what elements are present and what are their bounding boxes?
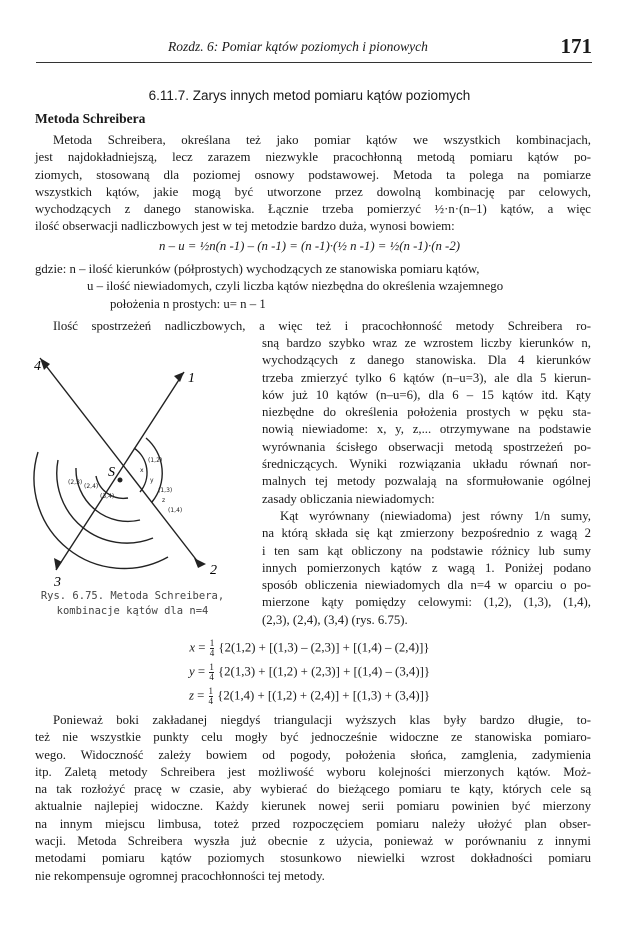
paragraph-1 [35, 132, 591, 236]
text-line: trzeba zmierzyć tylko 6 kątów (n–u=3), ale dla 5 kierun- [262, 370, 591, 385]
text-line: malnych tej metody pozwalają na sformułowanie ogólnej [262, 474, 591, 489]
caption-line: Rys. 6.75. Metoda Schreibera, [40, 590, 225, 602]
text-line: na którą składa się kąt zmierzony bezpośrednio z wagą 2 [262, 526, 591, 541]
definition-u: u – ilość niewiadomych, czyli liczba kątów niezbędna do określenia wzajemnego [87, 279, 504, 294]
fraction: $\frac{1}{4}$ [208, 686, 214, 706]
section-title: 6.11.7. Zarys innych metod pomiaru kątów poziomych [148, 88, 471, 103]
mid-arc [57, 460, 153, 543]
text-line: innych pomierzonych kątów z wagą 1. Poniżej podano [262, 560, 591, 575]
page-header [36, 32, 592, 63]
text-line: na innym miejscu limbusa, toteż przed rozpoczęciem pomiaru należy ułożyć plan obser- [35, 816, 591, 831]
angle-label: (3,4) [100, 493, 115, 500]
paragraph-3 [35, 712, 591, 885]
equation-rhs: {2(1,3) + [(1,2) + (2,3)] + [(1,4) – (3,4)]} [218, 664, 430, 679]
text-line: sposób obliczenia niewiadomych dla n=4 w oparciu o po- [262, 578, 591, 593]
center-label: S [108, 465, 115, 480]
definition-u-cont: położenia n prostych: u= n – 1 [110, 296, 266, 311]
equation-lhs: y [189, 664, 195, 679]
station-point [118, 478, 123, 483]
text-line: wacji. Metoda Schreibera wyszła już obecnie z użycia, ponieważ w porównaniu z innymi [35, 834, 591, 849]
text-line: metodami pomiaru kątów poziomych stosunkowo niewielki wzrost dokładności pomiaru [35, 851, 591, 866]
angle-label: (2,3) [68, 479, 83, 486]
direction-1-line [56, 372, 184, 570]
direction-label-3: 3 [54, 575, 61, 590]
outer-arc [34, 452, 168, 568]
formula-redundant-observations: n – u = ½n(n -1) – (n -1) = (n -1)·(½ n -1) = ½(n -1)·(n -2) [159, 239, 460, 253]
equation-rhs: {2(1,2) + [(1,3) – (2,3)] + [(1,4) – (2,4)]} [218, 640, 430, 655]
caption-line: kombinacje kątów dla n=4 [56, 605, 209, 617]
text-line: wszystkich kątów, jakie mogą być utworzone przez dowolną kombinację par celowych, [35, 184, 591, 199]
text-line: na tak rozłożyć pracę w czasie, aby wybierać do bieżącego pomiaru te kąty, których cele są [35, 782, 591, 797]
text-line: Ilość spostrzeżeń nadliczbowych, a więc też i pracochłonność metody Schreibera ro- [53, 319, 591, 333]
arrow-3-icon [54, 558, 62, 570]
text-line: Kąt wyrównany (niewiadoma) jest równy 1/n sumy, [280, 508, 591, 523]
method-heading: Metoda Schreibera [35, 111, 146, 126]
equation-lhs: z [188, 688, 194, 703]
angle-label: x [140, 467, 144, 474]
direction-label-1: 1 [188, 371, 195, 386]
text-line: wego. Widoczność zależy bowiem od pogody, położenia słońca, zamglenia, zadymienia [35, 747, 591, 762]
text-line: Metoda Schreibera, określana też jako pomiar kątów we wszystkich kombinacjach, [53, 133, 591, 147]
angle-label: (2,4) [84, 483, 99, 490]
angle-label: y [150, 477, 154, 484]
schreiber-figure [28, 352, 258, 592]
text-line: niezbędne do określenia położenia prostych w pęku sta- [262, 405, 591, 420]
angle-label: z [162, 497, 166, 504]
paragraph-2-first-line [35, 318, 591, 335]
figure-caption [20, 589, 245, 619]
text-line: itp. Zaletą metody Schreibera jest możliwość wyboru kolejności mierzonych kątów. Moż- [35, 764, 591, 779]
equation-y: y = $\frac{1}{4}$ {2(1,3) + [(1,2) + (2,3)] + [(1,4) – (3,4)]} [189, 662, 430, 682]
direction-label-4: 4 [34, 359, 41, 374]
text-line: sną bardzo szybko wraz ze wzrostem liczby kierunków n, [262, 336, 591, 350]
text-line: wychodzących z danego stanowiska. Łącznie trzeba pomierzyć ½·n·(n–1) kątów, a więc [35, 202, 591, 217]
text-line: zasady obliczania niewiadomych: [262, 491, 435, 506]
running-title: Rozdz. 6: Pomiar kątów poziomych i pionowych [168, 39, 428, 54]
angle-label: (1,2) [148, 457, 163, 464]
page-number: 171 [560, 34, 592, 58]
text-line: wyrównania ścisłego obserwacji metodą spostrzeżeń po- [262, 439, 591, 454]
text-line: ilość obserwacji nadliczbowych jest w tej metodzie bardzo duża, wynosi bowiem: [35, 219, 455, 234]
definition-n: gdzie: n – ilość kierunków (półprostych) wychodzących ze stanowiska pomiaru kątów, [35, 262, 480, 276]
text-line: wychodzących z danego stanowiska. Dla 4 kierunków [262, 353, 591, 368]
text-line: jest najdokładniejszą, lecz zarazem niezwykle pracochłonną metodą pomiaru kątów po- [35, 150, 591, 165]
text-line: i ten sam kąt obliczony na podstawie różnicy lub sumy [262, 543, 591, 558]
fraction: $\frac{1}{4}$ [209, 638, 215, 658]
text-line: nie rekompensuje ogromnej pracochłonności tej metody. [35, 868, 325, 883]
text-line: średniczących. Wyniki rozwiązania układu równań nor- [262, 457, 591, 472]
text-line: też nie wszystkie punkty celu mogły być jednocześnie widoczne ze stanowiska pomiaro- [35, 730, 591, 745]
arrow-2-icon [194, 558, 206, 568]
angle-label: (1,3) [158, 487, 173, 494]
text-line: mierzone kąty pomiędzy celowymi: (1,2), (1,3), (1,4), [262, 595, 591, 610]
fraction: $\frac{1}{4}$ [209, 662, 214, 682]
equation-rhs: {2(1,4) + [(1,2) + (2,4)] + [(1,3) + (3,4)]} [217, 688, 431, 703]
text-line: aktualnie najlepiej widoczne. Każdy kierunek nowej serii pomiaru powinien być mierzony [35, 799, 591, 814]
direction-4-line [40, 358, 198, 562]
equation-x: x = $\frac{1}{4}$ {2(1,2) + [(1,3) – (2,3)] + [(1,4) – (2,4)]} [189, 638, 430, 658]
equation-z: z = $\frac{1}{4}$ {2(1,4) + [(1,2) + (2,4)] + [(1,3) + (3,4)]} [188, 686, 431, 706]
angle-label: (1,4) [168, 507, 183, 514]
direction-label-2: 2 [210, 563, 217, 578]
text-line: (2,3), (2,4), (3,4) (rys. 6.75). [262, 612, 408, 627]
paragraph-2-right-column [262, 335, 591, 629]
text-line: nowią niewiadome: x, y, z,... otrzymywane na podstawie [262, 422, 591, 437]
text-line: ków już 10 kątów (n–u=6), dla 6 – 15 kątów itd. Kąty [262, 387, 591, 402]
text-line: Ponieważ boki zakładanej niegdyś triangulacji wyższych klas były bardzo długie, to- [53, 713, 591, 727]
text-line: ziomych, stosowaną dla poziomej osnowy podstawowej. Metoda ta polega na pomiarze [35, 167, 591, 182]
equation-lhs: x [189, 640, 196, 655]
arrow-1-icon [174, 372, 184, 382]
variable-definitions [35, 261, 591, 313]
